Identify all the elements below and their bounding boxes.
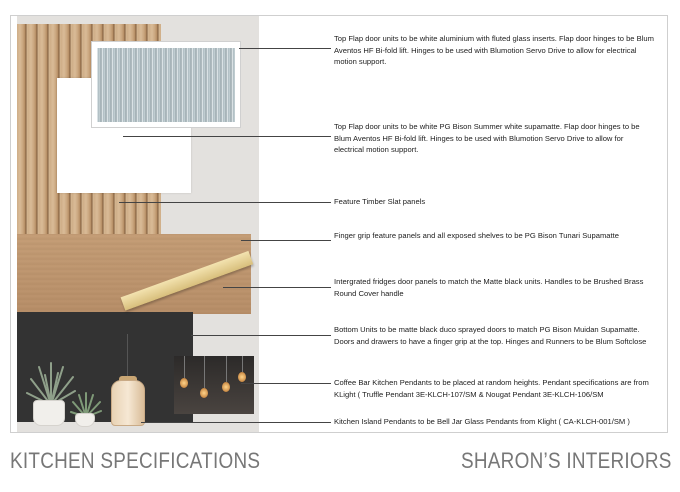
plant-pot [75,413,95,427]
spec-note-island-pendants: Kitchen Island Pendants to be Bell Jar Glass Pendants from Klight ( CA-KLCH-001/SM ) [334,417,630,426]
leader-line [123,136,331,137]
coffee-bar-pendants-image [174,356,254,414]
spec-note-top-flap-glass: Top Flap door units to be white aluminium with fluted glass inserts. Flap door hinges to be Blum Aventos HF Bi-fold lift. Hinges to be used with Blumotion Servo Drive to allow for electrical motion support. [334,34,654,67]
spec-board [10,15,668,433]
pendant-wire [226,356,227,382]
spec-note-bottom-units: Bottom Units to be matte black duco sprayed doors to match PG Bison Muidan Supamatte. Doors and drawers to have a finger grip at the top. Hinges and Runners to be Blum Softclose [334,325,647,346]
bell-jar-cord [127,334,128,380]
fluted-glass-swatch [97,48,235,122]
leader-line [223,287,331,288]
pendant-bulb [238,372,246,382]
spec-note-timber-slat: Feature Timber Slat panels [334,197,426,206]
spec-note-finger-grip: Finger grip feature panels and all exposed shelves to be PG Bison Tunari Supamatte [334,231,619,240]
leader-line [241,383,331,384]
pendant-bulb [222,382,230,392]
leader-line [141,422,331,423]
pendant-wire [204,356,205,388]
pendant-bulb [200,388,208,398]
spec-note-coffee-bar-pendants: Coffee Bar Kitchen Pendants to be placed at random heights. Pendant specifications are from KLight ( Truffle Pendant 3E-KLCH-107/SM & Nougat Pendant 3E-KLCH-106/SM [334,378,649,399]
bell-jar-pendant-image [111,380,145,426]
page-title: KITCHEN SPECIFICATIONS [10,448,261,473]
leader-line [119,202,331,203]
pendant-wire [242,356,243,372]
pendant-wire [184,356,185,378]
leader-line [191,335,331,336]
leader-line [239,48,331,49]
leader-line [241,240,331,241]
brand-name: SHARON’S INTERIORS [461,448,672,473]
pendant-bulb [180,378,188,388]
spec-note-fridge-panels: Intergrated fridges door panels to match the Matte black units. Handles to be Brushed Brass Round Cover handle [334,277,644,298]
plant-pot [33,400,65,426]
spec-note-top-flap-white: Top Flap door units to be white PG Bison Summer white supamatte. Flap door hinges to be Blum Aventos HF Bi-fold lift. Hinges to be used with Blumotion Servo Drive to allow for electrical motion support. [334,122,640,155]
